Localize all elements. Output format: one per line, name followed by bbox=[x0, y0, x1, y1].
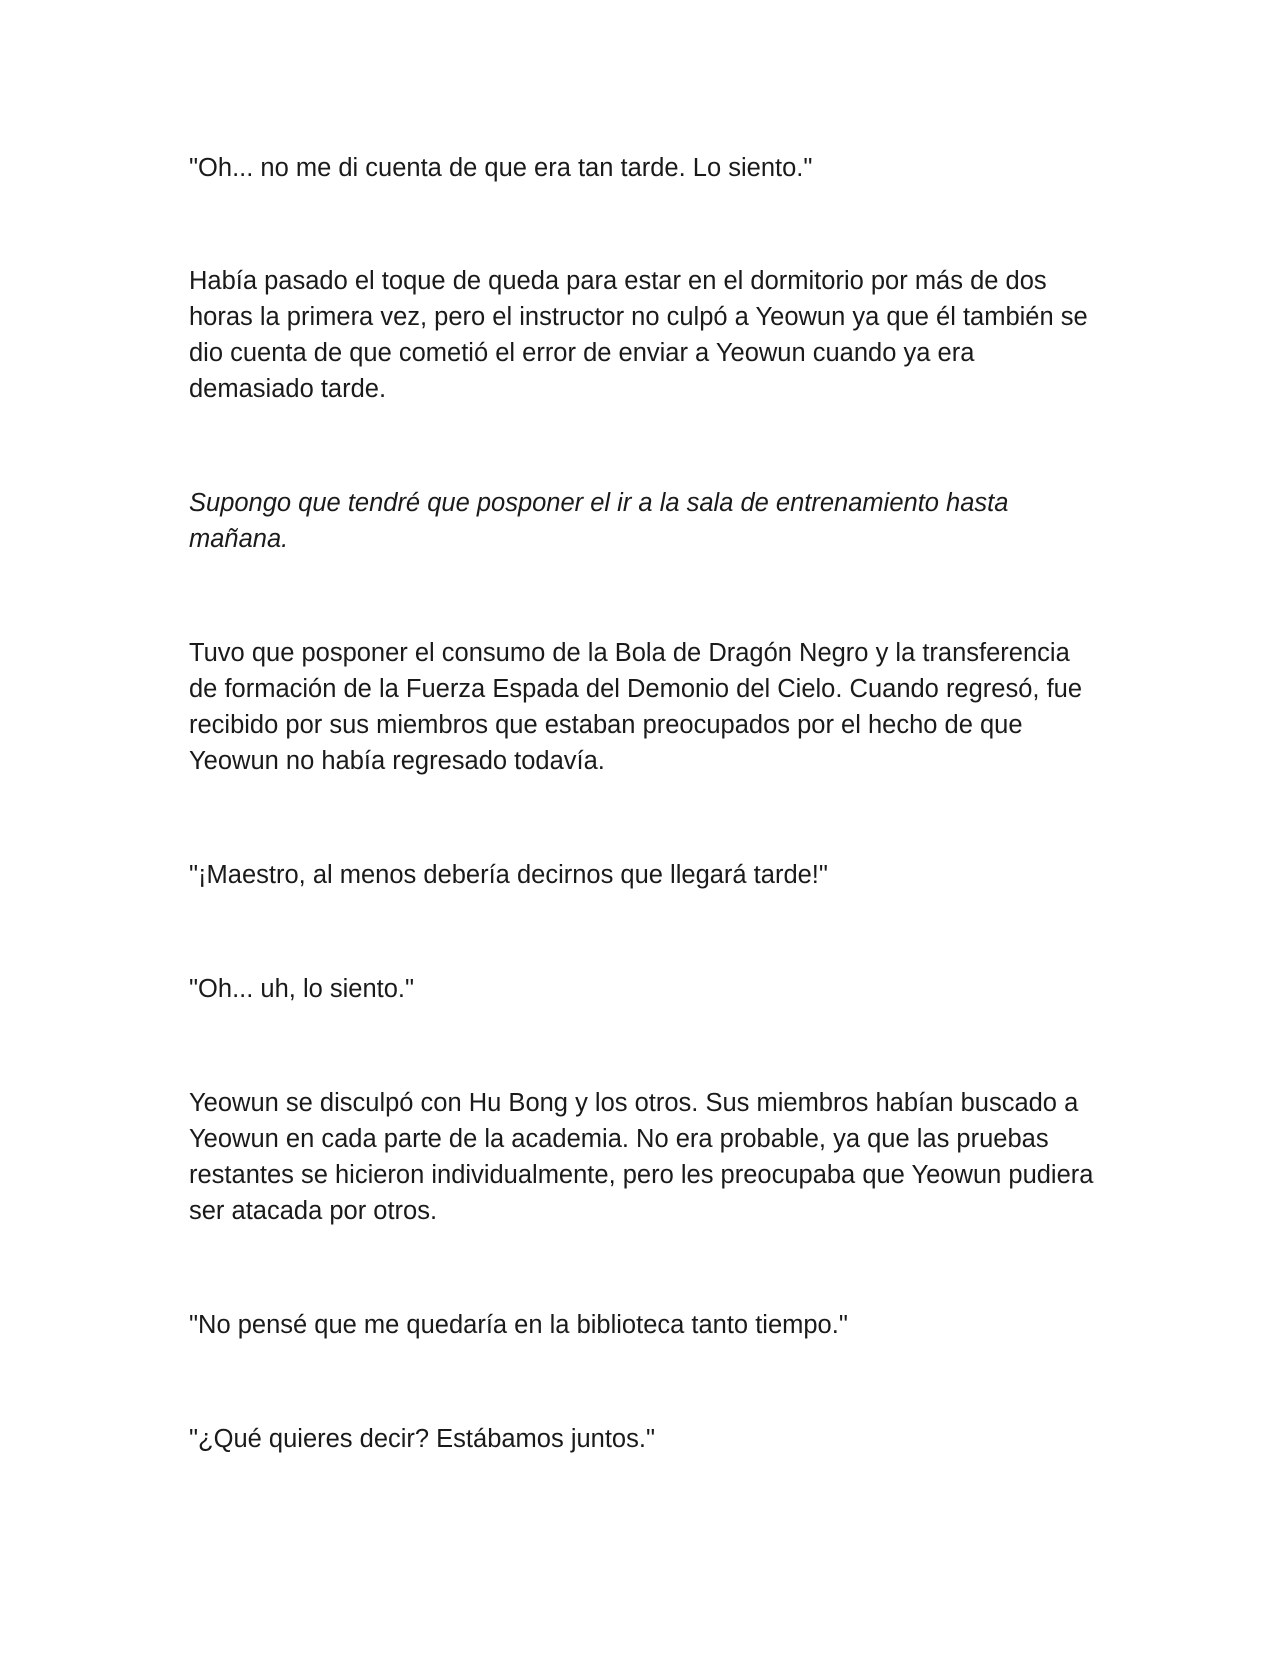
paragraph-4: Tuvo que posponer el consumo de la Bola de Dragón Negro y la transferencia de formación de la Fuerza Espada del Demonio del Cielo. Cuando regresó, fue recibido por sus miembros que estaban preocupados por el hecho de que Yeowun no había regresado todavía. bbox=[189, 639, 1083, 775]
paragraph-2: Había pasado el toque de queda para estar en el dormitorio por más de dos horas la primera vez, pero el instructor no culpó a Yeowun ya que él también se dio cuenta de que cometió el error de enviar a Yeowun cuando ya era demasiado tarde. bbox=[189, 267, 1088, 403]
paragraph-7: Yeowun se disculpó con Hu Bong y los otros. Sus miembros habían buscado a Yeowun en cada parte de la academia. No era probable, ya que las pruebas restantes se hicieron individualmente, pero les preocupaba que Yeowun pudiera ser atacada por otros. bbox=[189, 1089, 1094, 1225]
paragraph-8: "No pensé que me quedaría en la biblioteca tanto tiempo." bbox=[189, 1311, 848, 1339]
paragraph-5: "¡Maestro, al menos debería decirnos que llegará tarde!" bbox=[189, 861, 828, 889]
paragraph-1: "Oh... no me di cuenta de que era tan tarde. Lo siento." bbox=[189, 154, 813, 182]
paragraph-9: "¿Qué quieres decir? Estábamos juntos." bbox=[189, 1425, 655, 1453]
paragraph-6: "Oh... uh, lo siento." bbox=[189, 975, 415, 1003]
paragraph-3-italic: Supongo que tendré que posponer el ir a la sala de entrenamiento hasta mañana. bbox=[189, 489, 1009, 553]
